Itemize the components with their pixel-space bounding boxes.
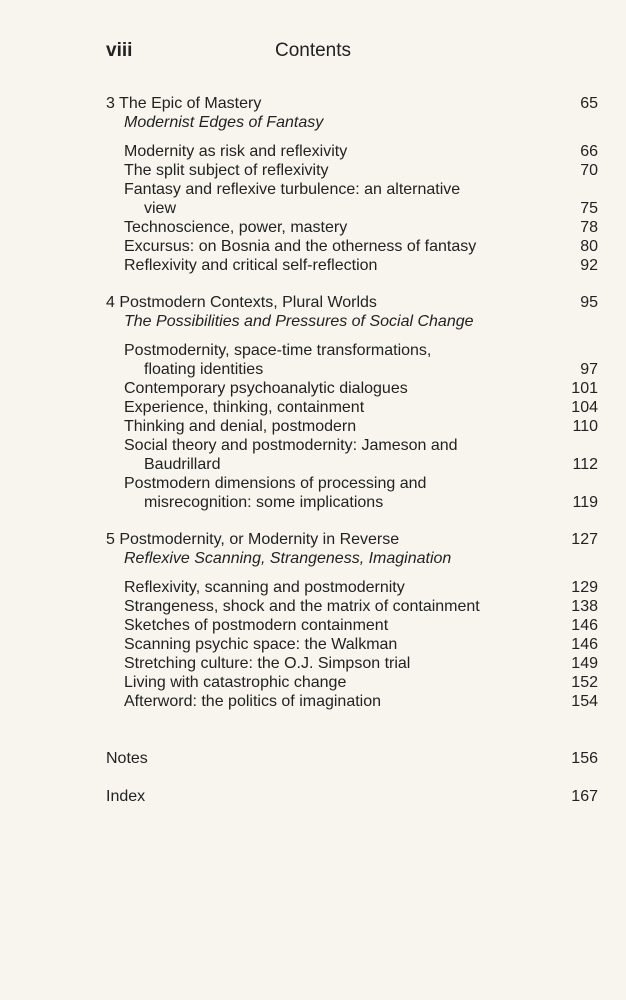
back-matter-title: Notes	[106, 750, 148, 767]
section-page: 101	[571, 380, 598, 397]
section-entry	[106, 237, 598, 256]
back-matter-title: Index	[106, 788, 146, 805]
section-page: 149	[571, 655, 598, 672]
chapter-heading	[106, 530, 598, 549]
chapter-3	[106, 94, 598, 275]
chapter-heading	[106, 94, 598, 113]
section-list	[106, 578, 598, 711]
chapter-title: 3 The Epic of Mastery	[106, 95, 262, 112]
section-entry	[106, 142, 598, 161]
section-title: Experience, thinking, containment	[124, 399, 365, 416]
section-title: Modernity as risk and reflexivity	[124, 143, 348, 160]
section-title: Living with catastrophic change	[124, 674, 347, 691]
section-entry	[106, 635, 598, 654]
section-entry	[106, 379, 598, 398]
section-page: 119	[572, 494, 598, 511]
section-page: 146	[571, 617, 598, 634]
section-title: Fantasy and reflexive turbulence: an alternative	[124, 181, 461, 198]
section-page: 138	[571, 598, 598, 615]
section-title-continued: misrecognition: some implications	[144, 494, 384, 511]
section-entry	[106, 616, 598, 635]
chapter-subtitle: Modernist Edges of Fantasy	[124, 114, 324, 131]
back-matter-page: 156	[571, 750, 598, 767]
section-page: 154	[571, 693, 598, 710]
chapter-5	[106, 530, 598, 711]
section-title: Technoscience, power, mastery	[124, 219, 348, 236]
section-entry	[106, 578, 598, 597]
section-entry	[106, 673, 598, 692]
section-page: 152	[571, 674, 598, 691]
section-title: Stretching culture: the O.J. Simpson trial	[124, 655, 411, 672]
section-title: Postmodern dimensions of processing and	[124, 475, 427, 492]
section-entry	[106, 161, 598, 180]
section-title: Sketches of postmodern containment	[124, 617, 389, 634]
section-page: 112	[572, 456, 598, 473]
section-page: 110	[572, 418, 598, 435]
section-entry	[106, 597, 598, 616]
section-page: 146	[571, 636, 598, 653]
section-entry	[106, 180, 598, 218]
section-title-continued: Baudrillard	[144, 456, 221, 473]
section-title: Strangeness, shock and the matrix of containment	[124, 598, 480, 615]
table-of-contents	[106, 94, 598, 806]
section-title: Reflexivity, scanning and postmodernity	[124, 579, 405, 596]
page-title: Contents	[274, 40, 352, 61]
section-page: 70	[580, 162, 598, 179]
back-matter-notes	[106, 749, 598, 768]
section-title: Afterword: the politics of imagination	[124, 693, 382, 710]
section-page: 78	[580, 219, 598, 236]
section-entry	[106, 218, 598, 237]
section-title: Excursus: on Bosnia and the otherness of fantasy	[124, 238, 477, 255]
section-title: Scanning psychic space: the Walkman	[124, 636, 398, 653]
section-page: 80	[580, 238, 598, 255]
section-entry	[106, 341, 598, 379]
section-page: 104	[571, 399, 598, 416]
chapter-4	[106, 293, 598, 512]
section-title: Postmodernity, space-time transformations,	[124, 342, 432, 359]
chapter-page: 127	[571, 531, 598, 548]
section-title: The split subject of reflexivity	[124, 162, 329, 179]
section-list	[106, 341, 598, 512]
page-number: viii	[106, 40, 133, 61]
section-entry	[106, 256, 598, 275]
chapter-subtitle: The Possibilities and Pressures of Social Change	[124, 313, 474, 330]
section-entry	[106, 474, 598, 512]
section-entry	[106, 417, 598, 436]
section-title: Reflexivity and critical self-reflection	[124, 257, 378, 274]
section-title: Contemporary psychoanalytic dialogues	[124, 380, 408, 397]
back-matter-page: 167	[571, 788, 598, 805]
section-title: Thinking and denial, postmodern	[124, 418, 357, 435]
chapter-heading	[106, 293, 598, 312]
chapter-page: 95	[580, 294, 598, 311]
chapter-page: 65	[580, 95, 598, 112]
section-page: 66	[580, 143, 598, 160]
chapter-title: 4 Postmodern Contexts, Plural Worlds	[106, 294, 377, 311]
section-entry	[106, 654, 598, 673]
section-page: 97	[580, 361, 598, 378]
chapter-title: 5 Postmodernity, or Modernity in Reverse	[106, 531, 400, 548]
section-title: Social theory and postmodernity: Jameson and	[124, 437, 458, 454]
section-list	[106, 142, 598, 275]
section-page: 75	[580, 200, 598, 217]
section-title-continued: view	[144, 200, 177, 217]
section-entry	[106, 692, 598, 711]
section-page: 129	[571, 579, 598, 596]
section-entry	[106, 436, 598, 474]
section-page: 92	[580, 257, 598, 274]
chapter-subtitle: Reflexive Scanning, Strangeness, Imagination	[124, 550, 452, 567]
section-entry	[106, 398, 598, 417]
section-title-continued: floating identities	[144, 361, 264, 378]
back-matter-index	[106, 787, 598, 806]
